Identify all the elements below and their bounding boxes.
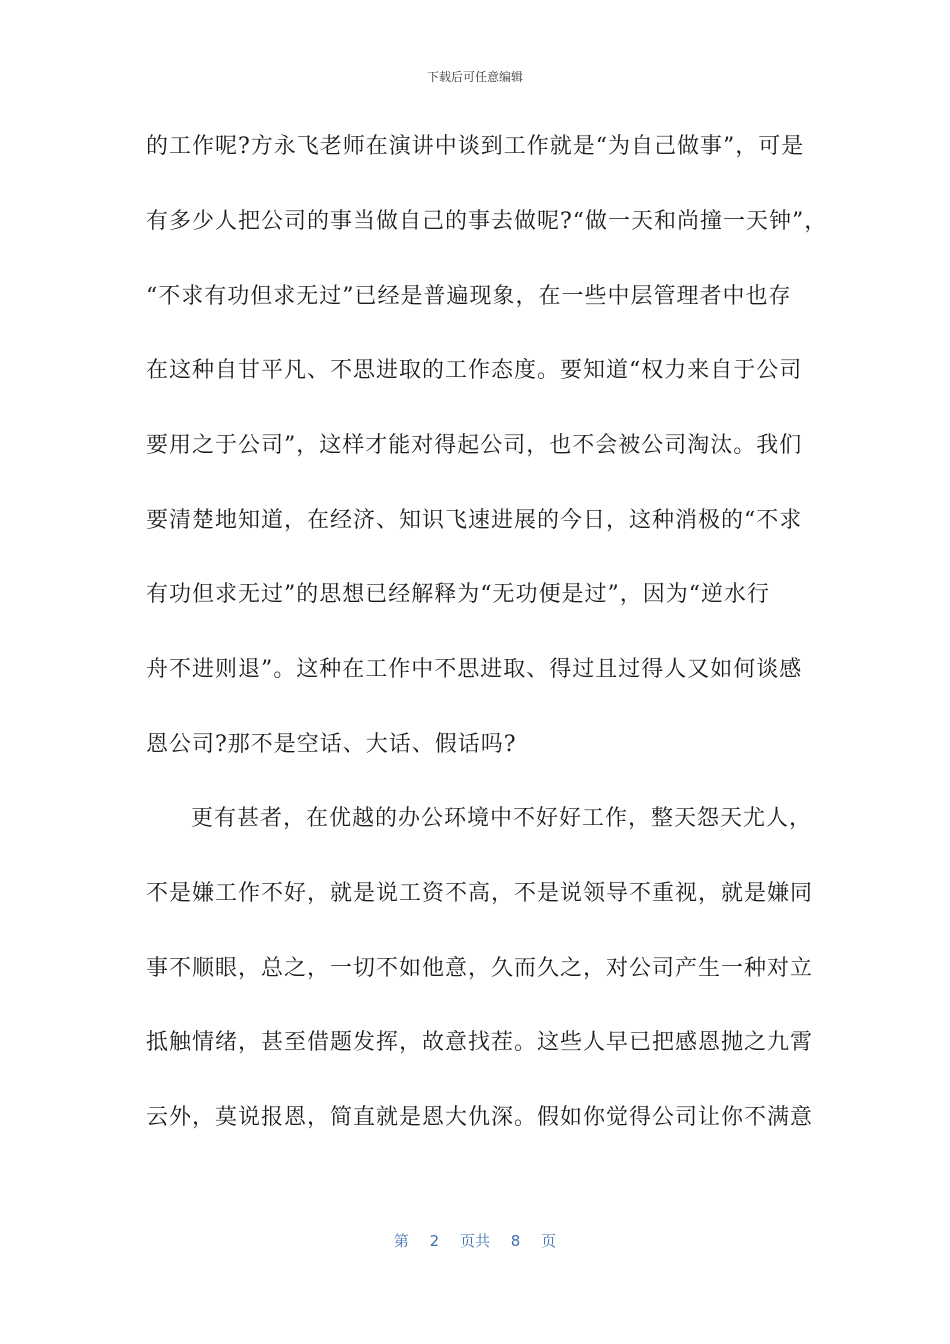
paragraph-line-indented: 更有甚者，在优越的办公环境中不好好工作，整天怨天尤人， [191,806,813,831]
paragraph-line: 要用之于公司”，这样才能对得起公司，也不会被公司淘汰。我们 [146,433,803,458]
footer-total-pages: 8 [510,1232,521,1250]
footer-page-number: 2 [429,1232,440,1250]
paragraph-line: 的工作呢?方永飞老师在演讲中谈到工作就是“为自己做事”，可是 [146,134,805,159]
paragraph-line: 舟不进则退”。这种在工作中不思进取、得过且过得人又如何谈感 [146,657,803,682]
paragraph-line: 要清楚地知道，在经济、知识飞速进展的今日，这种消极的“不求 [146,508,803,533]
paragraph-line: 事不顺眼，总之，一切不如他意，久而久之，对公司产生一种对立 [146,956,814,981]
footer-ye: 页 [541,1232,557,1250]
paragraph-line: 恩公司?那不是空话、大话、假话吗? [146,732,517,757]
paragraph-line: 有功但求无过”的思想已经解释为“无功便是过”，因为“逆水行 [146,582,770,607]
paragraph-line: 不是嫌工作不好，就是说工资不高，不是说领导不重视，就是嫌同 [146,881,814,906]
paragraph-line: 抵触情绪，甚至借题发挥，故意找茬。这些人早已把感恩抛之九霄 [146,1030,814,1055]
page-header: 下载后可任意编辑 [426,70,523,84]
paragraph-line: 有多少人把公司的事当做自己的事去做呢?“做一天和尚撞一天钟”， [146,209,828,234]
paragraph-line: 在这种自甘平凡、不思进取的工作态度。要知道“权力来自于公司 [146,358,803,383]
footer-di: 第 [393,1232,409,1250]
paragraph-line: “不求有功但求无过”已经是普遍现象，在一些中层管理者中也存 [146,284,792,309]
paragraph-line: 云外，莫说报恩，简直就是恩大仇深。假如你觉得公司让你不满意 [146,1105,814,1130]
page-footer [0,1230,950,1251]
footer-ye-gong: 页共 [459,1232,490,1250]
